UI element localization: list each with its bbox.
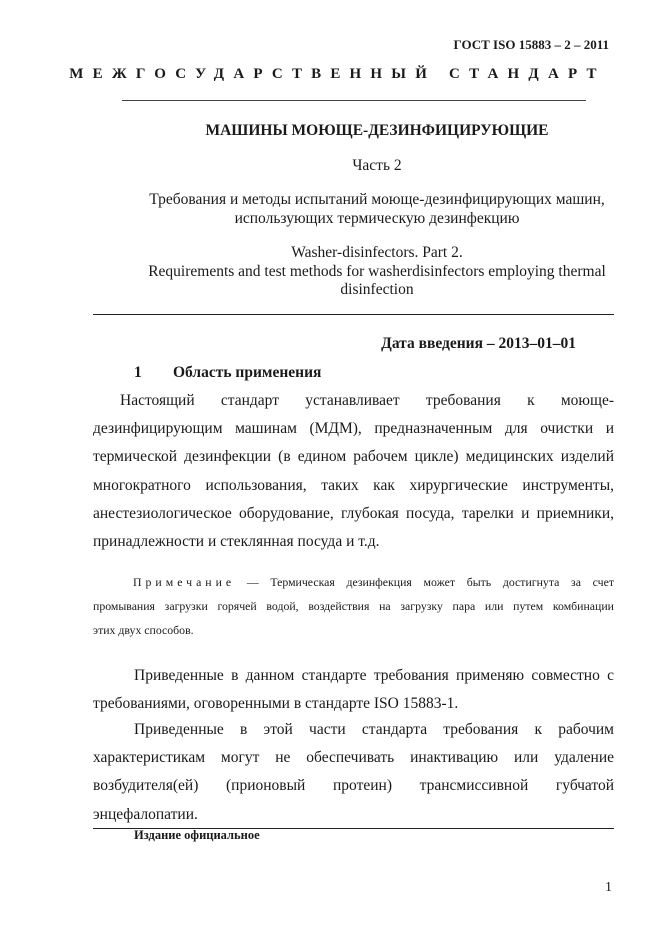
reference-paragraph xyxy=(93,662,614,718)
scope-paragraph xyxy=(93,387,614,556)
subtitle-russian xyxy=(120,190,634,228)
intro-date: Дата введения – 2013–01–01 xyxy=(381,335,576,352)
paragraph-line: энцефалопатии. xyxy=(93,805,198,823)
paragraph-line: требованиями, оговоренными в стандарте ISO 15883-1. xyxy=(93,695,459,713)
subtitle-en-line: Washer-disinfectors. Part 2. xyxy=(291,244,463,261)
title-divider xyxy=(93,314,614,315)
subtitle-en-line: Requirements and test methods for washerdisinfectors employing thermal xyxy=(148,262,606,280)
paragraph-line: возбудителя(ей) (прионовый протеин) трансмиссивной губчатой xyxy=(93,777,614,795)
paragraph-line: принадлежности и стеклянная посуда и т.д. xyxy=(93,533,380,551)
paragraph-line: термической дезинфекции (в едином рабочем цикле) медицинских изделий xyxy=(93,448,614,466)
limitation-paragraph xyxy=(93,716,614,829)
note-block xyxy=(93,570,614,642)
note-label: Примечание xyxy=(133,575,236,589)
document-part: Часть 2 xyxy=(352,157,402,174)
note-text: — Термическая дезинфекция может быть достигнута за счет xyxy=(235,575,614,589)
note-line: промывания загрузки горячей водой, воздействия на загрузку пара или путем комбинации xyxy=(93,599,614,613)
subtitle-english xyxy=(93,244,661,300)
section-number: 1 xyxy=(134,364,142,381)
interstate-standard-label: МЕЖГОСУДАРСТВЕННЫЙ СТАНДАРТ xyxy=(69,66,606,82)
subtitle-ru-line: использующих термическую дезинфекцию xyxy=(234,210,520,227)
paragraph-line: Приведенные в этой части стандарта требования к рабочим xyxy=(134,721,614,738)
paragraph-line: анестезиологическое оборудование, глубокая посуда, тарелки и приемники, xyxy=(93,504,614,522)
subtitle-en-line: disinfection xyxy=(340,281,414,298)
official-edition-label: Издание официальное xyxy=(134,828,260,842)
paragraph-line: дезинфицирующим машинам (МДМ), предназначенным для очистки и xyxy=(93,420,614,438)
paragraph-line: характеристикам могут не обеспечивать инактивацию или удаление xyxy=(93,749,614,767)
subtitle-ru-line: Требования и методы испытаний моюще-дезинфицирующих машин, xyxy=(149,191,605,208)
standard-code: ГОСТ ISO 15883 – 2 – 2011 xyxy=(453,37,609,52)
section-title: Область применения xyxy=(173,364,322,381)
page-number: 1 xyxy=(605,880,612,895)
paragraph-line: Приведенные в данном стандарте требования применяю совместно с xyxy=(134,667,614,684)
paragraph-line: Настоящий стандарт устанавливает требования к моюще- xyxy=(120,392,614,409)
paragraph-line: многократного использования, таких как хирургические инструменты, xyxy=(93,476,614,494)
header-divider xyxy=(122,100,586,101)
document-title: МАШИНЫ МОЮЩЕ-ДЕЗИНФИЦИРУЮЩИЕ xyxy=(205,122,549,139)
note-line: этих двух способов. xyxy=(93,623,194,637)
